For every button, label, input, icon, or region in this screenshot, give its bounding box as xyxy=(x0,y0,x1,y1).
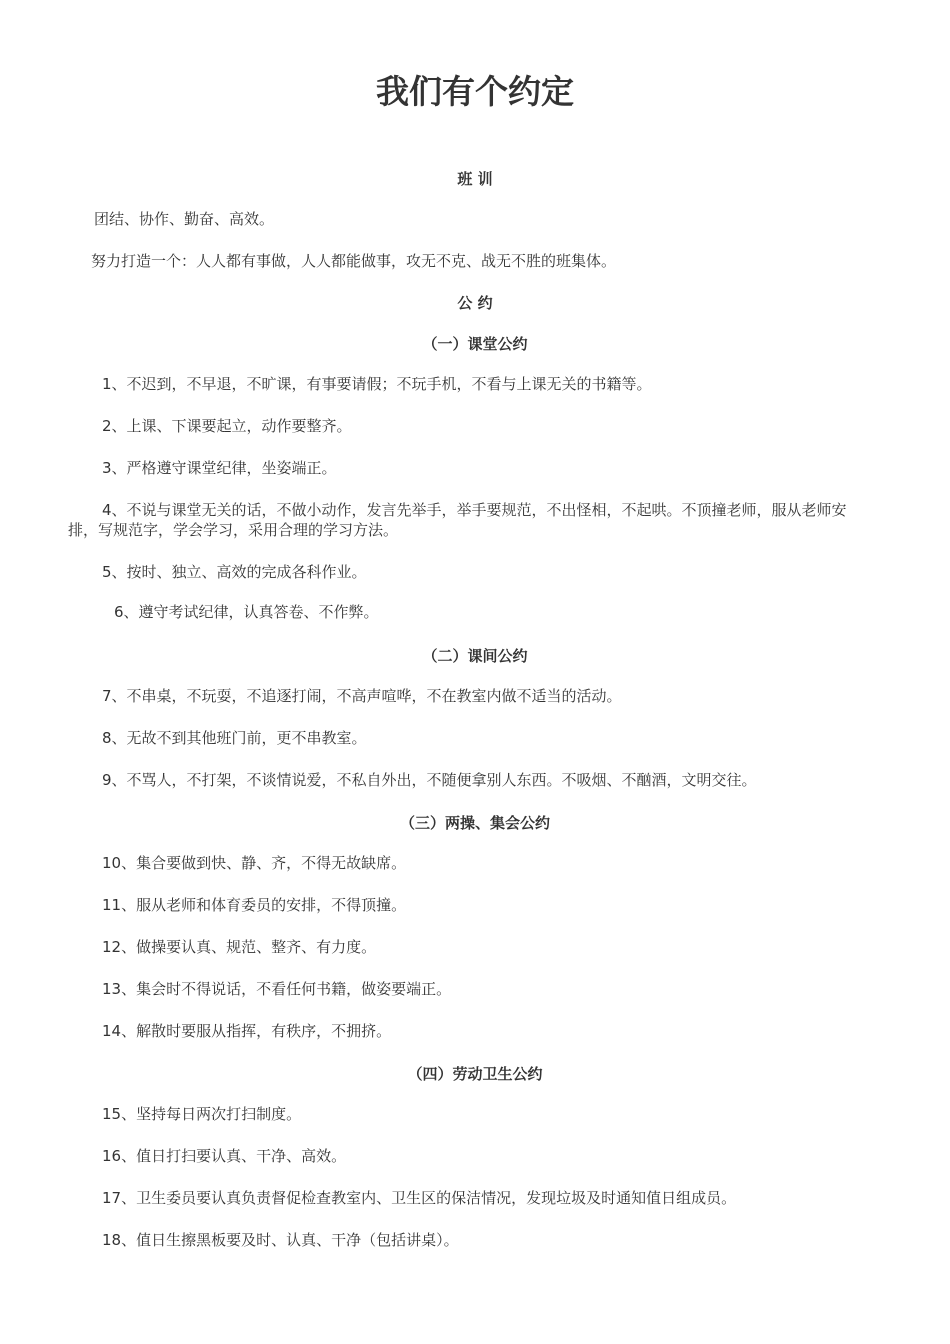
rule-item: 8、无故不到其他班门前，更不串教室。 xyxy=(102,729,367,747)
rule-item: 17、卫生委员要认真负责督促检查教室内、卫生区的保洁情况，发现垃圾及时通知值日组成员。 xyxy=(102,1189,737,1207)
document-title: 我们有个约定 xyxy=(376,72,574,111)
motto-heading: 班 训 xyxy=(457,170,493,188)
rule-item: 14、解散时要服从指挥，有秩序，不拥挤。 xyxy=(102,1022,392,1040)
motto-line-1: 团结、协作、勤奋、高效。 xyxy=(94,210,275,228)
rule-item: 11、服从老师和体育委员的安排，不得顶撞。 xyxy=(102,896,407,914)
covenant-heading: 公 约 xyxy=(457,294,493,312)
rule-item: 2、上课、下课要起立，动作要整齐。 xyxy=(102,417,352,435)
section-heading: （三）两操、集会公约 xyxy=(399,814,550,832)
rule-item: 15、坚持每日两次打扫制度。 xyxy=(102,1105,302,1123)
section-heading: （一）课堂公约 xyxy=(422,335,528,353)
rule-item: 1、不迟到，不早退，不旷课，有事要请假；不玩手机，不看与上课无关的书籍等。 xyxy=(102,375,652,393)
rule-item: 9、不骂人，不打架，不谈情说爱，不私自外出，不随便拿别人东西。不吸烟、不酗酒，文明交往。 xyxy=(102,771,757,789)
rule-item: 10、集合要做到快、静、齐，不得无故缺席。 xyxy=(102,854,407,872)
rule-item: 7、不串桌，不玩耍，不追逐打闹，不高声喧哗，不在教室内做不适当的活动。 xyxy=(102,687,622,705)
rule-item: 13、集会时不得说话，不看任何书籍，做姿要端正。 xyxy=(102,980,452,998)
rule-item: 3、严格遵守课堂纪律，坐姿端正。 xyxy=(102,459,337,477)
rule-item: 6、遵守考试纪律，认真答卷、不作弊。 xyxy=(114,603,379,621)
motto-line-2: 努力打造一个：人人都有事做，人人都能做事，攻无不克、战无不胜的班集体。 xyxy=(91,252,617,270)
section-heading: （四）劳动卫生公约 xyxy=(407,1065,543,1083)
rule-item: 12、做操要认真、规范、整齐、有力度。 xyxy=(102,938,377,956)
rule-item: 5、按时、独立、高效的完成各科作业。 xyxy=(102,563,367,581)
rule-item: 4、不说与课堂无关的话，不做小动作，发言先举手，举手要规范，不出怪相，不起哄。不顶撞老师，服从老师安排，写规范字，学会学习，采用合理的学习方法。 xyxy=(68,501,847,539)
rule-item: 16、值日打扫要认真、干净、高效。 xyxy=(102,1147,347,1165)
section-heading: （二）课间公约 xyxy=(422,647,528,665)
rule-item: 18、值日生擦黑板要及时、认真、干净（包括讲桌）。 xyxy=(102,1231,459,1249)
